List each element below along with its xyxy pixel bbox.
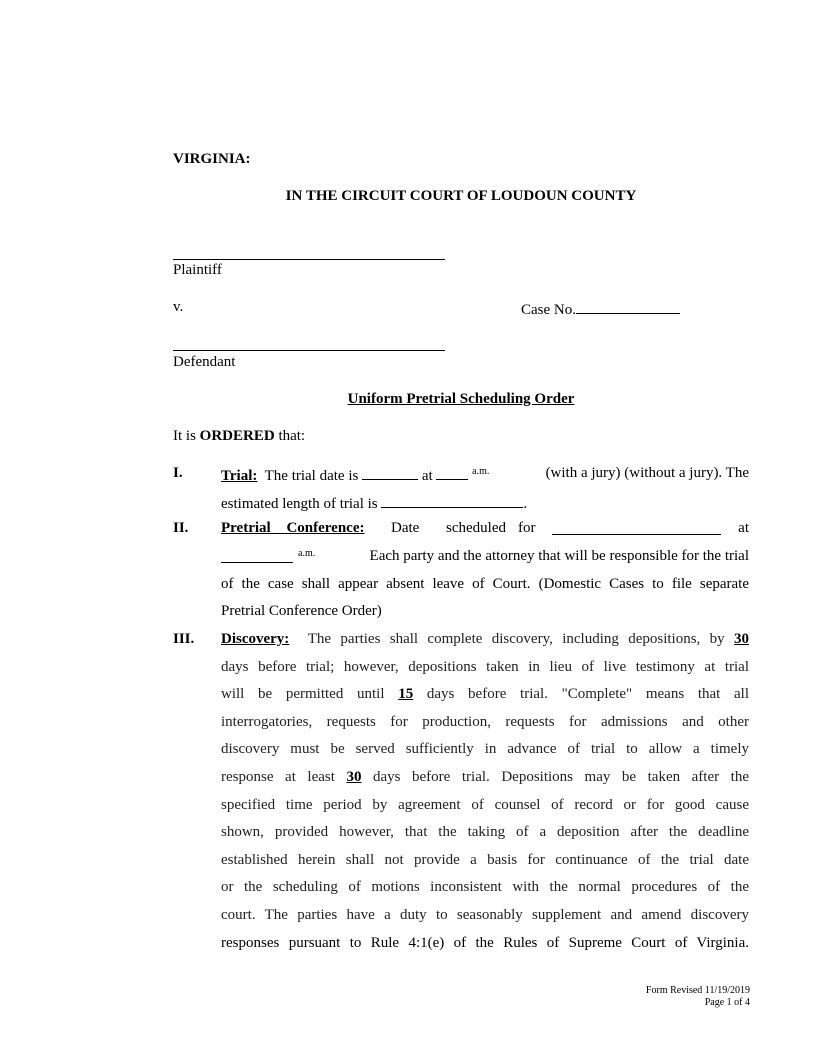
trial-length-period: . bbox=[523, 496, 528, 512]
section-number: II. bbox=[173, 520, 189, 536]
pretrial-word: at bbox=[738, 520, 749, 536]
order-title: Uniform Pretrial Scheduling Order bbox=[347, 391, 575, 407]
pretrial-text: Each party and the attorney that will be responsible for the trial bbox=[369, 548, 749, 564]
discovery-line-8: shown, provided however, that the taking of a deposition after the deadline bbox=[221, 824, 749, 840]
court-heading: IN THE CIRCUIT COURT OF LOUDOUN COUNTY bbox=[285, 188, 637, 204]
intro-prefix: It is bbox=[173, 428, 200, 444]
discovery-line-10: or the scheduling of motions inconsistent with the normal procedures of the bbox=[221, 879, 749, 895]
section-number: I. bbox=[173, 465, 183, 481]
intro-line bbox=[173, 428, 305, 445]
pretrial-heading: Pretrial Conference: bbox=[221, 520, 365, 536]
pretrial-word: scheduled bbox=[446, 520, 506, 536]
discovery-line-7: specified time period by agreement of counsel of record or for good cause bbox=[221, 797, 749, 813]
discovery-heading: Discovery: bbox=[221, 631, 290, 647]
discovery-line-6 bbox=[221, 769, 749, 786]
trial-time-blank[interactable] bbox=[436, 465, 468, 480]
deposition-days-value: 15 bbox=[398, 686, 414, 702]
state-heading: VIRGINIA: bbox=[173, 151, 251, 167]
pretrial-am-label: a.m. bbox=[298, 548, 316, 559]
trial-heading: Trial: bbox=[221, 468, 258, 484]
discovery-line-4: interrogatories, requests for production, requests for admissions and other bbox=[221, 714, 749, 730]
discovery-text: response at least bbox=[221, 769, 335, 785]
discovery-line-2: days before trial; however, depositions taken in lieu of live testimony at trial bbox=[221, 659, 749, 675]
discovery-text: will be permitted until bbox=[221, 686, 385, 702]
case-number-label: Case No. bbox=[521, 302, 576, 318]
defendant-signature-line[interactable] bbox=[173, 350, 445, 351]
discovery-line-5: discovery must be served sufficiently in advance of trial to allow a timely bbox=[221, 741, 749, 757]
pretrial-line-1 bbox=[221, 520, 749, 540]
case-number-field bbox=[521, 299, 680, 319]
pretrial-line-4: Pretrial Conference Order) bbox=[221, 603, 382, 619]
discovery-text: days before trial. Depositions may be taken after the bbox=[372, 769, 749, 785]
intro-suffix: that: bbox=[274, 428, 306, 444]
page-number: Page 1 of 4 bbox=[704, 997, 750, 1008]
pretrial-line-3: of the case shall appear absent leave of Court. (Domestic Cases to file separate bbox=[221, 576, 749, 592]
discovery-line-11: court. The parties have a duty to seasonably supplement and amend discovery bbox=[221, 907, 749, 923]
trial-date-blank[interactable] bbox=[362, 465, 418, 480]
discovery-text: The parties shall complete discovery, including depositions, by bbox=[307, 631, 725, 647]
trial-length-label: estimated length of trial is bbox=[221, 496, 378, 512]
discovery-line-12: responses pursuant to Rule 4:1(e) of the Rules of Supreme Court of Virginia. bbox=[221, 935, 749, 951]
ordered-word: ORDERED bbox=[199, 428, 275, 444]
section-number: III. bbox=[173, 631, 195, 647]
pretrial-word: Date bbox=[391, 520, 420, 536]
versus-label: v. bbox=[173, 299, 184, 315]
trial-am-label: a.m. bbox=[472, 466, 490, 477]
discovery-text: days before trial. "Complete" means that all bbox=[426, 686, 750, 702]
trial-length-blank[interactable] bbox=[381, 493, 523, 508]
plaintiff-signature-line[interactable] bbox=[173, 259, 445, 260]
pretrial-date-blank[interactable] bbox=[552, 520, 721, 535]
pretrial-line-2 bbox=[221, 548, 749, 568]
discovery-line-9: established herein shall not provide a basis for continuance of the trial date bbox=[221, 852, 749, 868]
defendant-label: Defendant bbox=[173, 354, 236, 370]
trial-jury-text: (with a jury) (without a jury). The bbox=[545, 465, 749, 481]
trial-date-label: The trial date is bbox=[264, 468, 359, 484]
trial-line-1 bbox=[221, 465, 749, 485]
pretrial-time-blank[interactable] bbox=[221, 548, 293, 563]
discovery-days-value: 30 bbox=[734, 631, 750, 647]
discovery-line-3 bbox=[221, 686, 749, 703]
case-number-blank[interactable] bbox=[576, 299, 680, 314]
discovery-line-1 bbox=[221, 631, 749, 648]
plaintiff-label: Plaintiff bbox=[173, 262, 222, 278]
trial-line-2 bbox=[221, 493, 527, 513]
response-days-value: 30 bbox=[346, 769, 362, 785]
form-revised-note: Form Revised 11/19/2019 bbox=[645, 985, 750, 996]
pretrial-word: for bbox=[518, 520, 536, 536]
trial-at-label: at bbox=[421, 468, 433, 484]
